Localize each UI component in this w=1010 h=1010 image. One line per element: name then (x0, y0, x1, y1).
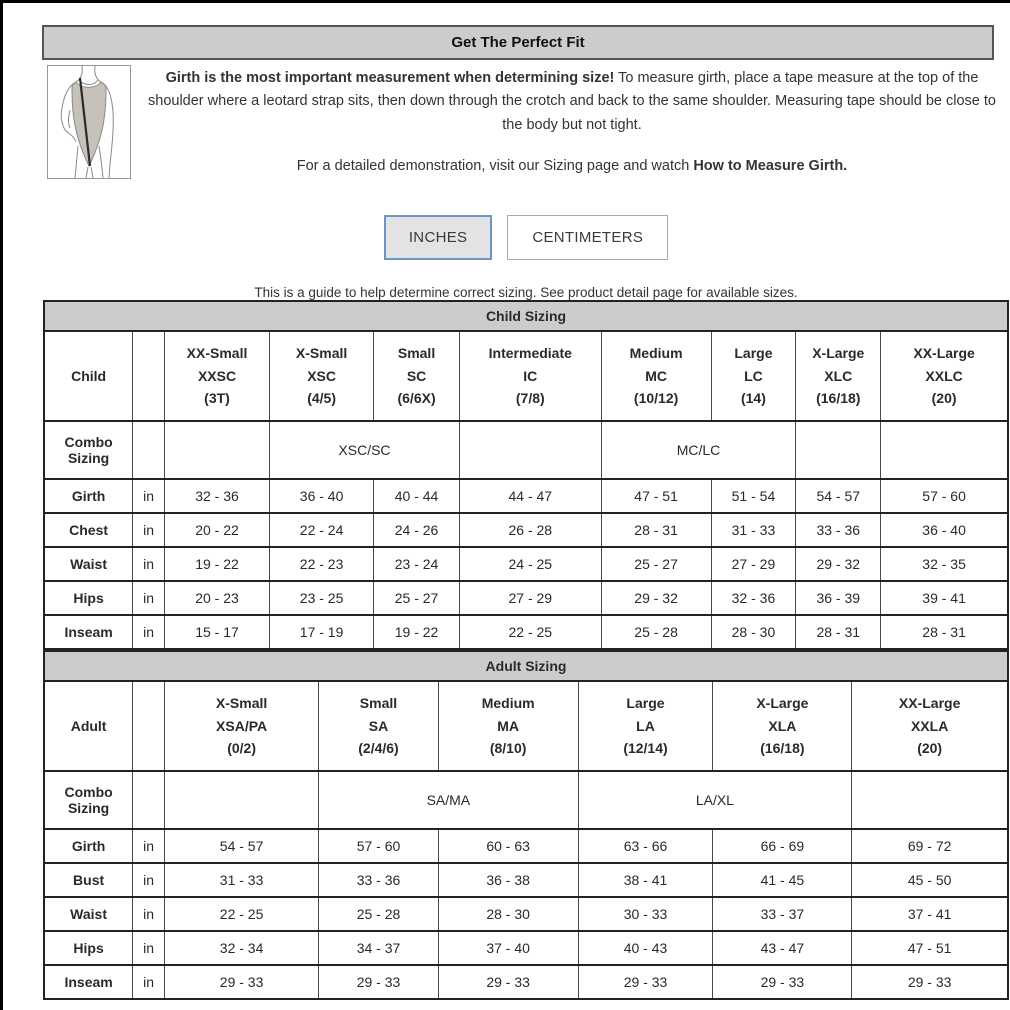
adult-col-xsa: X-Small XSA/PA (0/2) (164, 681, 318, 771)
adult-waist-row: Waist in 22 - 25 25 - 28 28 - 30 30 - 33 33 - 37 37 - 41 (44, 897, 1008, 931)
child-inseam-row: Inseam in 15 - 17 17 - 19 19 - 22 22 - 25 25 - 28 28 - 30 28 - 31 28 - 31 (44, 615, 1008, 649)
child-col-ic: Intermediate IC (7/8) (459, 331, 601, 421)
adult-hips-row: Hips in 32 - 34 34 - 37 37 - 40 40 - 43 43 - 47 47 - 51 (44, 931, 1008, 965)
adult-header-row (44, 681, 1008, 771)
child-combo-xsc-sc: XSC/SC (270, 421, 460, 479)
leotard-girth-diagram-icon (47, 65, 131, 179)
adult-unit-header (133, 681, 165, 771)
adult-combo-row (44, 771, 1008, 829)
child-combo-label: Combo Sizing (44, 421, 133, 479)
adult-combo-sa-ma: SA/MA (319, 771, 578, 829)
demo-bold: How to Measure Girth. (693, 158, 848, 175)
adult-table-title: Adult Sizing (44, 651, 1008, 681)
child-col-lc: Large LC (14) (711, 331, 796, 421)
adult-bust-row: Bust in 31 - 33 33 - 36 36 - 38 38 - 41 41 - 45 45 - 50 (44, 863, 1008, 897)
page-title: Get The Perfect Fit (42, 25, 994, 60)
child-sizing-table (43, 300, 1009, 650)
adult-sizing-table (43, 650, 1009, 1000)
adult-inseam-row: Inseam in 29 - 33 29 - 33 29 - 33 29 - 33 29 - 33 29 - 33 (44, 965, 1008, 999)
adult-combo-la-xl: LA/XL (578, 771, 852, 829)
child-waist-row: Waist in 19 - 22 22 - 23 23 - 24 24 - 25 25 - 27 27 - 29 29 - 32 32 - 35 (44, 547, 1008, 581)
child-col-mc: Medium MC (10/12) (601, 331, 711, 421)
child-hips-row: Hips in 20 - 23 23 - 25 25 - 27 27 - 29 29 - 32 32 - 36 36 - 39 39 - 41 (44, 581, 1008, 615)
intro-section (47, 65, 1007, 179)
sizing-guide-note: This is a guide to help determine correct sizing. See product detail page for available sizes. (254, 285, 798, 300)
child-header-row (44, 331, 1008, 421)
adult-col-la: Large LA (12/14) (578, 681, 713, 771)
girth-paragraph (139, 67, 1005, 137)
demo-prefix: For a detailed demonstration, visit our Sizing page and watch (296, 158, 694, 175)
centimeters-button[interactable]: CENTIMETERS (507, 215, 668, 260)
child-col-xxsc: XX-Small XXSC (3T) (164, 331, 269, 421)
child-col-xsc: X-Small XSC (4/5) (270, 331, 374, 421)
child-unit-header (133, 331, 165, 421)
adult-combo-label: Combo Sizing (44, 771, 133, 829)
unit-toggle (43, 215, 1009, 260)
child-corner-label: Child (44, 331, 133, 421)
child-col-xlc: X-Large XLC (16/18) (796, 331, 881, 421)
girth-instructions (131, 65, 1007, 179)
child-chest-row: Chest in 20 - 22 22 - 24 24 - 26 26 - 28 28 - 31 31 - 33 33 - 36 36 - 40 (44, 513, 1008, 547)
adult-col-sa: Small SA (2/4/6) (319, 681, 439, 771)
adult-col-ma: Medium MA (8/10) (438, 681, 578, 771)
child-combo-mc-lc: MC/LC (601, 421, 796, 479)
inches-button[interactable]: INCHES (384, 215, 492, 260)
child-col-sc: Small SC (6/6X) (374, 331, 460, 421)
child-girth-row: Girth in 32 - 36 36 - 40 40 - 44 44 - 47 47 - 51 51 - 54 54 - 57 57 - 60 (44, 479, 1008, 513)
adult-corner-label: Adult (44, 681, 133, 771)
demo-line (139, 155, 1005, 178)
child-table-title: Child Sizing (44, 301, 1008, 331)
adult-girth-row: Girth in 54 - 57 57 - 60 60 - 63 63 - 66 66 - 69 69 - 72 (44, 829, 1008, 863)
child-combo-row (44, 421, 1008, 479)
girth-bold-lead: Girth is the most important measurement when determining size! (165, 70, 615, 86)
adult-col-xxla: XX-Large XXLA (20) (852, 681, 1008, 771)
adult-col-xla: X-Large XLA (16/18) (713, 681, 852, 771)
girth-paragraph-rest: To measure girth, place a tape measure at the top of the shoulder where a leotard strap sits, then down through the crotch and back to the same shoulder. Measuring tape should be close to the body but not tight. (148, 70, 996, 133)
child-col-xxlc: XX-Large XXLC (20) (881, 331, 1008, 421)
